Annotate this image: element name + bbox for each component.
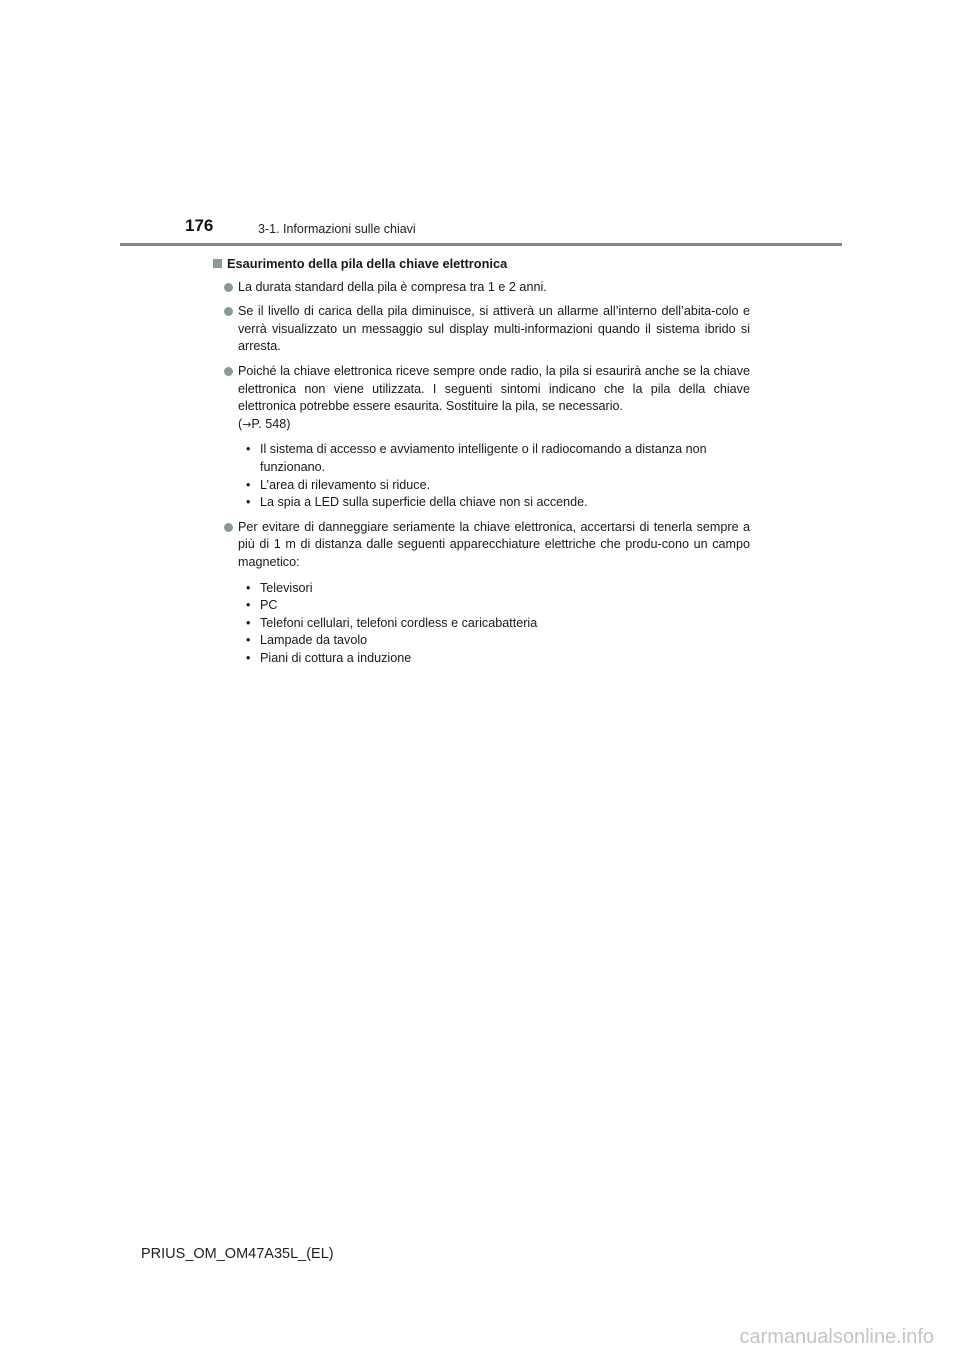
list-item-text: Piani di cottura a induzione <box>260 650 412 665</box>
dot-icon: • <box>246 477 251 492</box>
square-bullet-icon <box>213 259 222 268</box>
circle-bullet-icon <box>224 523 233 532</box>
list-item <box>238 441 750 476</box>
bullet-text: La durata standard della pila è compresa tra 1 e 2 anni. <box>238 279 547 294</box>
bullet-item <box>210 363 750 512</box>
list-item <box>238 494 750 512</box>
list-item <box>238 632 750 650</box>
list-item <box>238 650 750 668</box>
circle-bullet-icon <box>224 283 233 292</box>
list-item-text: L’area di rilevamento si riduce. <box>260 477 431 492</box>
bullet-text: Poiché la chiave elettronica riceve sempre onde radio, la pila si esaurirà anche se la chiave elettronica non viene utilizzata. I seguenti sintomi indicano che la pila della chiave elettronica potrebbe essere esaurita. Sostituire la pila, se necessario. <box>238 363 750 414</box>
appliance-list <box>238 580 750 668</box>
document-code: PRIUS_OM_OM47A35L_(EL) <box>141 1246 334 1262</box>
circle-bullet-icon <box>224 307 233 316</box>
page-header <box>0 0 960 250</box>
main-content <box>210 255 750 674</box>
dot-icon: • <box>246 442 251 457</box>
section-title: 3-1. Informazioni sulle chiavi <box>258 222 416 236</box>
bullet-item <box>210 303 750 356</box>
list-item <box>238 580 750 598</box>
list-item <box>238 615 750 633</box>
symptom-list <box>238 441 750 511</box>
arrow-right-icon: → <box>242 417 252 431</box>
ref-text: P. 548) <box>251 416 291 431</box>
page-number: 176 <box>185 216 214 235</box>
bullet-text: Se il livello di carica della pila diminuisce, si attiverà un allarme all’interno dell’abita-colo e verrà visualizzato un messaggio sul display multi-informazioni quando il sistema ibrido si arresta. <box>238 304 750 354</box>
bullet-item <box>210 279 750 297</box>
list-item <box>238 597 750 615</box>
list-item-text: Televisori <box>260 580 313 595</box>
list-item <box>238 477 750 495</box>
ref-open: ( <box>238 416 243 431</box>
list-item-text: PC <box>260 598 278 613</box>
circle-bullet-icon <box>224 367 233 376</box>
list-item-text: La spia a LED sulla superficie della chiave non si accende. <box>260 495 588 510</box>
list-item-text: Il sistema di accesso e avviamento intelligente o il radiocomando a distanza non funzionano. <box>260 442 707 474</box>
dot-icon: • <box>246 633 251 648</box>
bullet-item <box>210 519 750 668</box>
dot-icon: • <box>246 495 251 510</box>
watermark: carmanualsonline.info <box>739 1326 934 1348</box>
list-item-text: Lampade da tavolo <box>260 633 368 648</box>
dot-icon: • <box>246 615 251 630</box>
header-rule <box>120 243 842 246</box>
section-heading <box>210 255 750 273</box>
heading-text: Esaurimento della pila della chiave elettronica <box>227 256 508 271</box>
dot-icon: • <box>246 598 251 613</box>
dot-icon: • <box>246 650 251 665</box>
page-reference[interactable] <box>238 417 290 431</box>
dot-icon: • <box>246 580 251 595</box>
bullet-text: Per evitare di danneggiare seriamente la chiave elettronica, accertarsi di tenerla sempre a più di 1 m di distanza dalle seguenti apparecchiature elettriche che produ-cono un campo magnetico: <box>238 519 750 569</box>
list-item-text: Telefoni cellulari, telefoni cordless e caricabatteria <box>260 615 538 630</box>
